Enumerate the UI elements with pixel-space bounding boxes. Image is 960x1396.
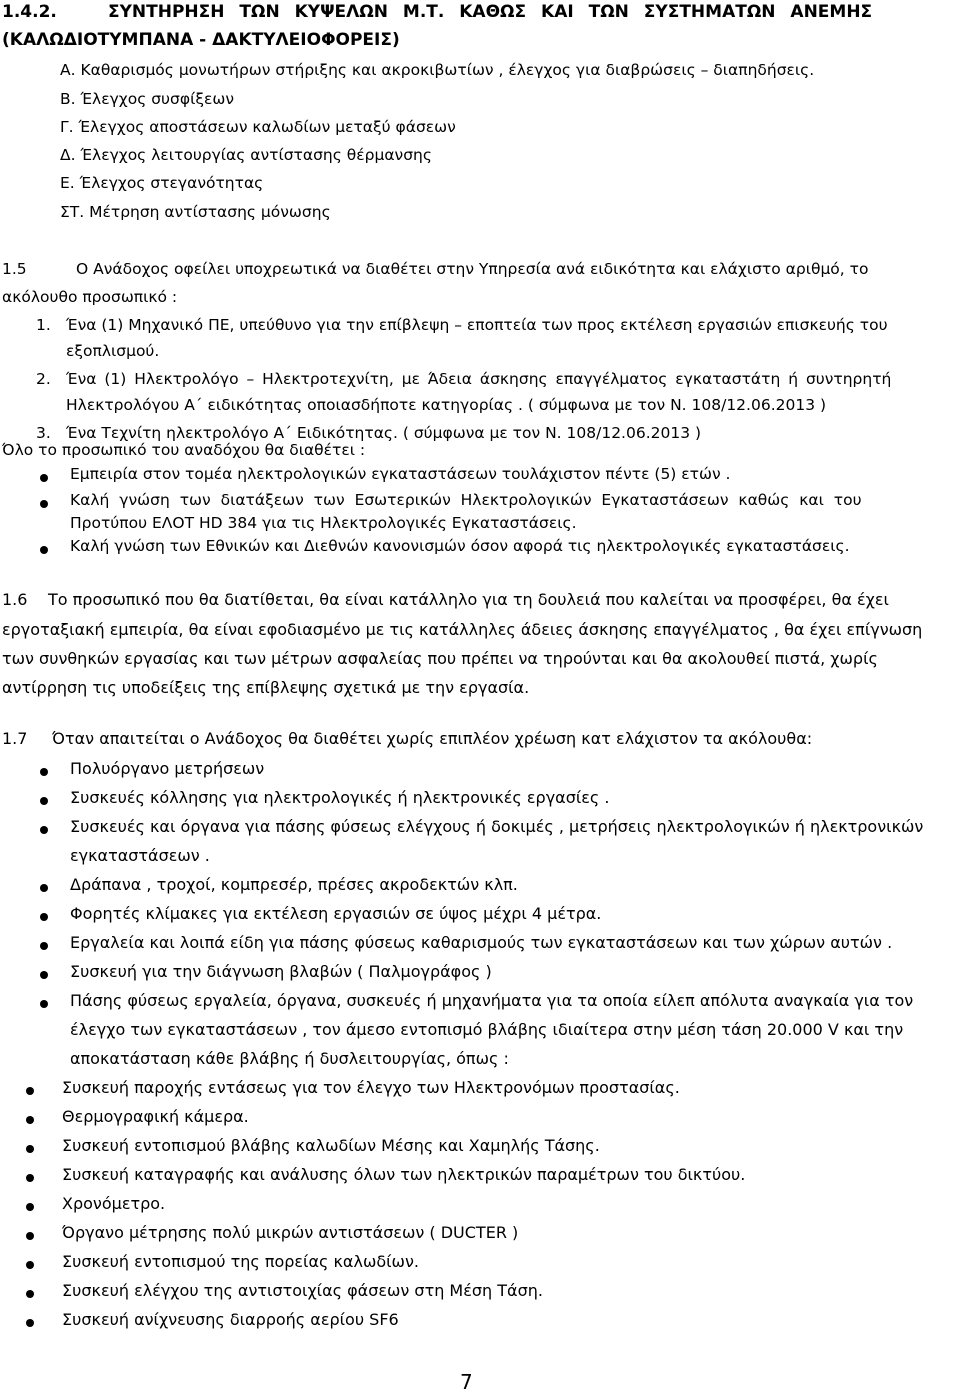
staff-number: 3.: [36, 424, 51, 442]
heading-title: ΣΥΝΤΗΡΗΣΗ ΤΩΝ ΚΥΨΕΛΩΝ Μ.Τ. ΚΑΘΩΣ ΚΑΙ ΤΩΝ ΣΥΣΤΗΜΑΤΩΝ ΑΝΕΜΗΣ: [108, 2, 873, 22]
bullet-icon: [26, 1174, 34, 1182]
bullet-icon: [40, 884, 48, 892]
equipment-item: έλεγχο των εγκαταστάσεων , τον άμεσο εντοπισμό βλάβης ιδιαίτερα στην μέση τάση 20.000 V και την: [70, 1020, 904, 1039]
bullet-icon: [26, 1232, 34, 1240]
equipment-item: εγκαταστάσεων .: [70, 846, 210, 865]
equipment-item: Εργαλεία και λοιπά είδη για πάσης φύσεως καθαρισμούς των εγκαταστάσεων και των χώρων αυτών .: [70, 933, 893, 952]
bullet-icon: [40, 546, 48, 554]
bullet-icon: [40, 768, 48, 776]
staff-item: Ηλεκτρολόγου Α΄ ειδικότητας οποιασδήποτε κατηγορίας . ( σύμφωνα με τον Ν. 108/12.06.2013 ): [66, 396, 827, 414]
device-item: Συσκευή καταγραφής και ανάλυσης όλων των ηλεκτρικών παραμέτρων του δικτύου.: [62, 1165, 746, 1184]
staff-requirements-intro: Όλο το προσωπικό του αναδόχου θα διαθέτει :: [2, 441, 366, 459]
maintenance-item: Δ. Έλεγχος λειτουργίας αντίστασης θέρμανσης: [60, 146, 432, 164]
heading-number: 1.4.2.: [2, 2, 57, 22]
device-item: Συσκευή ελέγχου της αντιστοιχίας φάσεων στη Μέση Τάση.: [62, 1281, 543, 1300]
requirement-item: Εμπειρία στον τομέα ηλεκτρολογικών εγκαταστάσεων τουλάχιστον πέντε (5) ετών .: [70, 465, 731, 483]
equipment-item: Συσκευές κόλλησης για ηλεκτρολογικές ή ηλεκτρονικές εργασίες .: [70, 788, 610, 807]
equipment-item: Συσκευή για την διάγνωση βλαβών ( Παλμογράφος ): [70, 962, 492, 981]
bullet-icon: [26, 1116, 34, 1124]
maintenance-item: Β. Έλεγχος συσφίξεων: [60, 90, 234, 108]
staff-number: 1.: [36, 316, 51, 334]
device-item: Συσκευή ανίχνευσης διαρροής αερίου SF6: [62, 1310, 399, 1329]
bullet-icon: [40, 474, 48, 482]
maintenance-item: ΣΤ. Μέτρηση αντίστασης μόνωσης: [60, 203, 331, 221]
requirement-item: Καλή γνώση των Εθνικών και Διεθνών κανονισμών όσον αφορά τις ηλεκτρολογικές εγκαταστάσεις.: [70, 537, 850, 555]
staff-item: εξοπλισμού.: [66, 342, 160, 360]
staff-item: Ένα (1) Ηλεκτρολόγο – Ηλεκτροτεχνίτη, με Άδεια άσκησης επαγγέλματος εγκαταστάτη ή συντηρητή: [66, 370, 892, 388]
equipment-item: Δράπανα , τροχοί, κομπρεσέρ, πρέσες ακροδεκτών κλπ.: [70, 875, 518, 894]
bullet-icon: [40, 1000, 48, 1008]
page-number: 7: [460, 1370, 473, 1394]
bullet-icon: [40, 971, 48, 979]
maintenance-item: Γ. Έλεγχος αποστάσεων καλωδίων μεταξύ φάσεων: [60, 118, 456, 136]
bullet-icon: [26, 1319, 34, 1327]
staff-item: Ένα (1) Μηχανικό ΠΕ, υπεύθυνο για την επίβλεψη – εποπτεία των προς εκτέλεση εργασιών επισκευής του: [66, 316, 888, 334]
section-number-1-5: 1.5: [2, 260, 27, 278]
device-item: Συσκευή παροχής εντάσεως για τον έλεγχο των Ηλεκτρονόμων προστασίας.: [62, 1078, 680, 1097]
device-item: Θερμογραφική κάμερα.: [62, 1107, 249, 1126]
section-1-6-text: αντίρρηση τις υποδείξεις της επίβλεψης σχετικά με την εργασία.: [2, 678, 530, 697]
section-1-5-text: ακόλουθο προσωπικό :: [2, 288, 178, 306]
equipment-item: αποκατάσταση κάθε βλάβης ή δυσλειτουργίας, όπως :: [70, 1049, 509, 1068]
bullet-icon: [26, 1203, 34, 1211]
bullet-icon: [40, 913, 48, 921]
section-1-6-text: εργοταξιακή εμπειρία, θα είναι εφοδιασμένο με τις κατάλληλες άδειες άσκησης επαγγέλματος , θα έχει επίγνωση: [2, 620, 923, 639]
section-number-1-7: 1.7: [2, 729, 28, 748]
bullet-icon: [40, 826, 48, 834]
equipment-item: Συσκευές και όργανα για πάσης φύσεως ελέγχους ή δοκιμές , μετρήσεις ηλεκτρολογικών ή ηλεκτρονικών: [70, 817, 924, 836]
maintenance-item: Α. Καθαρισμός μονωτήρων στήριξης και ακροκιβωτίων , έλεγχος για διαβρώσεις – διαπηδήσεις.: [60, 61, 815, 79]
device-item: Συσκευή εντοπισμού της πορείας καλωδίων.: [62, 1252, 419, 1271]
requirement-item: Καλή γνώση των διατάξεων των Εσωτερικών Ηλεκτρολογικών Εγκαταστάσεων καθώς και του: [70, 491, 862, 509]
bullet-icon: [26, 1290, 34, 1298]
device-item: Συσκευή εντοπισμού βλάβης καλωδίων Μέσης και Χαμηλής Τάσης.: [62, 1136, 600, 1155]
maintenance-item: Ε. Έλεγχος στεγανότητας: [60, 174, 264, 192]
section-1-6-text: Το προσωπικό που θα διατίθεται, θα είναι κατάλληλο για τη δουλειά που καλείται να προσφέρει, θα έχει: [48, 590, 889, 609]
equipment-item: Πάσης φύσεως εργαλεία, όργανα, συσκευές ή μηχανήματα για τα οποία είλεπ απόλυτα αναγκαία για τον: [70, 991, 914, 1010]
device-item: Χρονόμετρο.: [62, 1194, 166, 1213]
device-item: Όργανο μέτρησης πολύ μικρών αντιστάσεων ( DUCTER ): [62, 1223, 519, 1242]
bullet-icon: [26, 1087, 34, 1095]
staff-number: 2.: [36, 370, 51, 388]
equipment-item: Πολυόργανο μετρήσεων: [70, 759, 265, 778]
section-number-1-6: 1.6: [2, 590, 28, 609]
section-1-7-intro: Όταν απαιτείται ο Ανάδοχος θα διαθέτει χωρίς επιπλέον χρέωση κατ ελάχιστον τα ακόλουθα:: [52, 729, 813, 748]
requirement-item: Προτύπου ΕΛΟΤ HD 384 για τις Ηλεκτρολογικές Εγκαταστάσεις.: [70, 514, 577, 532]
section-1-5-text: Ο Ανάδοχος οφείλει υποχρεωτικά να διαθέτει στην Υπηρεσία ανά ειδικότητα και ελάχιστο αριθμό, το: [76, 260, 869, 278]
equipment-item: Φορητές κλίμακες για εκτέλεση εργασιών σε ύψος μέχρι 4 μέτρα.: [70, 904, 602, 923]
bullet-icon: [40, 942, 48, 950]
section-1-6-text: των συνθηκών εργασίας και των μέτρων ασφαλείας που πρέπει να τηρούνται και θα ακολουθεί πιστά, χωρίς: [2, 649, 878, 668]
heading-subtitle: (ΚΑΛΩΔΙΟΤΥΜΠΑΝΑ - ΔΑΚΤΥΛΕΙΟΦΟΡΕΙΣ): [2, 30, 400, 50]
bullet-icon: [26, 1261, 34, 1269]
bullet-icon: [40, 797, 48, 805]
bullet-icon: [40, 500, 48, 508]
staff-item: Ένα Τεχνίτη ηλεκτρολόγο Α΄ Ειδικότητας. ( σύμφωνα με τον Ν. 108/12.06.2013 ): [66, 424, 702, 442]
bullet-icon: [26, 1145, 34, 1153]
